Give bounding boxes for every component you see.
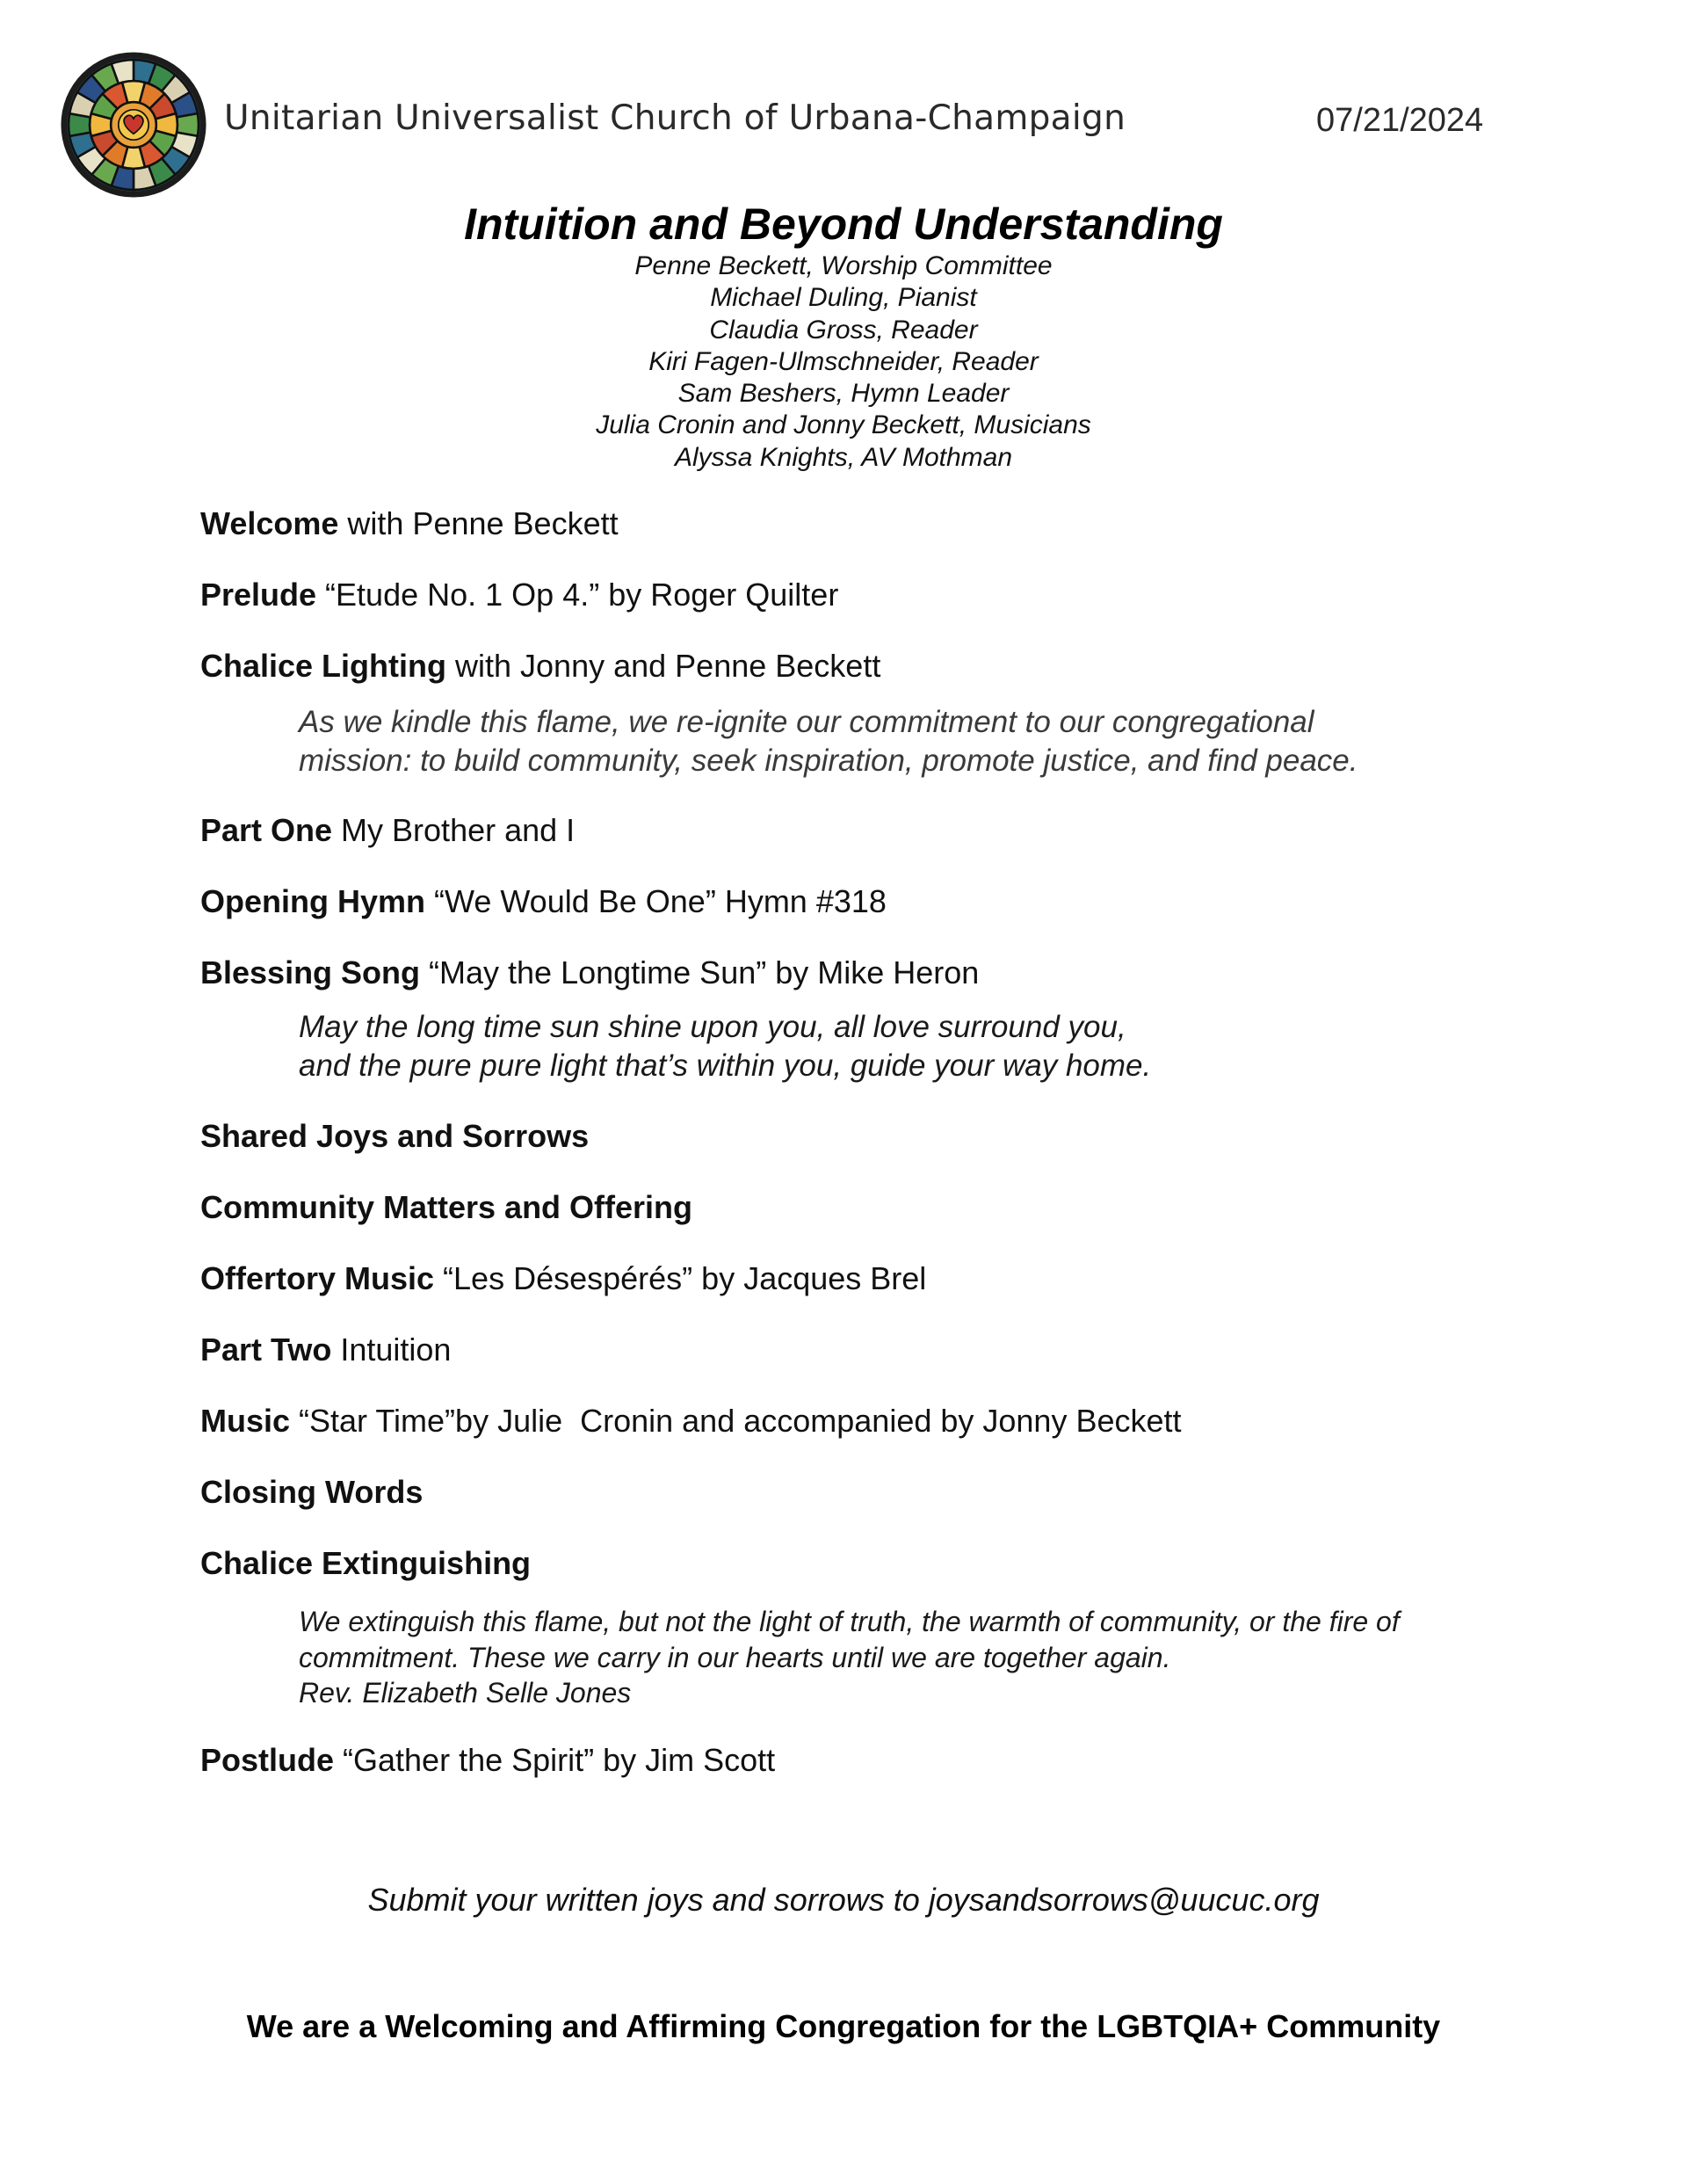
quote-line: We extinguish this flame, but not the light of truth, the warmth of community, or the fire of [299, 1606, 1400, 1637]
item-label: Part One [200, 812, 333, 848]
credit-line: Claudia Gross, Reader [709, 315, 978, 345]
item-label: Opening Hymn [200, 883, 426, 919]
item-text: with Penne Beckett [338, 505, 619, 541]
order-item-prelude [200, 577, 838, 613]
item-label: Shared Joys and Sorrows [200, 1118, 590, 1154]
item-text: “Star Time”by Julie Cronin and accompanied by Jonny Beckett [290, 1403, 1182, 1439]
church-logo-icon [58, 49, 209, 200]
extinguishing-words [299, 1604, 1400, 1711]
item-text: Intuition [331, 1331, 452, 1368]
item-text: with Jonny and Penne Beckett [446, 648, 881, 684]
item-text: “We Would Be One” Hymn #318 [425, 883, 887, 919]
order-item-chalice-extinguishing [200, 1545, 531, 1582]
order-item-community-matters [200, 1189, 692, 1226]
order-item-music [200, 1403, 1182, 1440]
service-title: Intuition and Beyond Understanding [464, 200, 1223, 249]
order-item-chalice-lighting [200, 648, 880, 685]
quote-line: May the long time sun shine upon you, all love surround you, [299, 1010, 1126, 1044]
service-date: 07/21/2024 [1316, 102, 1484, 139]
credit-line: Sam Beshers, Hymn Leader [677, 379, 1010, 409]
item-label: Chalice Extinguishing [200, 1545, 532, 1581]
credit-line: Kiri Fagen-Ulmschneider, Reader [648, 346, 1039, 376]
item-text: “Etude No. 1 Op 4.” by Roger Quilter [316, 577, 839, 613]
quote-line: and the pure pure light that’s within you, guide your way home. [299, 1048, 1152, 1083]
credit-line: Penne Beckett, Worship Committee [634, 251, 1053, 280]
order-item-blessing-song [200, 954, 979, 991]
item-text: My Brother and I [332, 812, 576, 848]
item-text: “Gather the Spirit” by Jim Scott [334, 1742, 776, 1778]
credit-line: Julia Cronin and Jonny Beckett, Musicians [596, 410, 1091, 440]
order-item-offertory [200, 1260, 926, 1297]
item-label: Chalice Lighting [200, 648, 447, 684]
quote-line: commitment. These we carry in our hearts until we are together again. [299, 1641, 1171, 1673]
credit-line: Alyssa Knights, AV Mothman [674, 442, 1013, 472]
credit-line: Michael Duling, Pianist [710, 283, 977, 313]
submit-joys-note: Submit your written joys and sorrows to joysandsorrows@uucuc.org [367, 1882, 1320, 1918]
item-label: Blessing Song [200, 954, 421, 990]
order-item-opening-hymn [200, 883, 887, 920]
order-item-part-one [200, 812, 575, 849]
order-item-shared-joys [200, 1118, 589, 1155]
item-text: “Les Désespérés” by Jacques Brel [434, 1260, 927, 1296]
item-label: Community Matters and Offering [200, 1189, 693, 1225]
item-label: Music [200, 1403, 291, 1439]
credits-list [0, 250, 1687, 474]
order-item-postlude [200, 1742, 775, 1779]
quote-attribution: Rev. Elizabeth Selle Jones [299, 1677, 632, 1709]
welcoming-statement: We are a Welcoming and Affirming Congregation for the LGBTQIA+ Community [246, 2008, 1441, 2044]
item-label: Welcome [200, 505, 339, 541]
chalice-lighting-words [299, 703, 1358, 780]
item-label: Prelude [200, 577, 317, 613]
blessing-song-lyrics [299, 1008, 1151, 1085]
order-item-part-two [200, 1331, 451, 1368]
item-label: Offertory Music [200, 1260, 435, 1296]
order-item-welcome [200, 505, 619, 542]
item-text: “May the Longtime Sun” by Mike Heron [420, 954, 980, 990]
quote-line: mission: to build community, seek inspiration, promote justice, and find peace. [299, 743, 1358, 778]
item-label: Closing Words [200, 1474, 424, 1510]
item-label: Part Two [200, 1331, 332, 1368]
item-label: Postlude [200, 1742, 335, 1778]
order-item-closing-words [200, 1474, 423, 1511]
church-name: Unitarian Universalist Church of Urbana-Champaign [224, 98, 1126, 138]
quote-line: As we kindle this flame, we re-ignite our commitment to our congregational [299, 705, 1314, 739]
